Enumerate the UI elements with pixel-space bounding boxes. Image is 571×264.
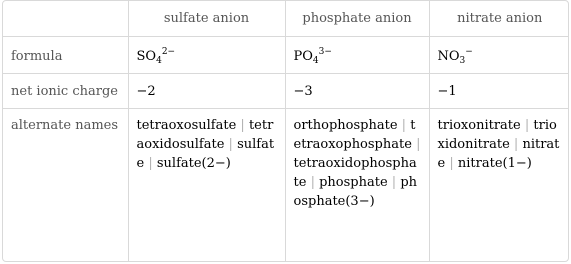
table-row-formula	[3, 36, 569, 73]
nitrate-charge: −1	[429, 73, 569, 108]
alternate-name: trioxonitrate	[437, 117, 521, 133]
header-sulfate-anion: sulfate anion	[128, 1, 285, 36]
formula-base: NO	[437, 48, 460, 64]
header-phosphate-anion: phosphate anion	[285, 1, 429, 36]
name-separator: |	[524, 117, 530, 133]
alternate-name: tetraoxophosphate	[293, 117, 416, 152]
header-empty-cell	[3, 1, 128, 36]
alternate-name: tetraoxidophosphate	[293, 155, 417, 190]
formula-subscript: 4	[156, 55, 162, 66]
phosphate-charge: −3	[285, 73, 429, 108]
name-separator: |	[240, 117, 245, 133]
alternate-name: phosphate	[319, 174, 388, 190]
alternate-name: sulfate	[136, 136, 275, 171]
formula-superscript: 2−	[161, 46, 176, 57]
table-header-row	[3, 1, 569, 36]
alternate-name: orthophosphate	[293, 117, 398, 133]
formula-base: SO	[136, 48, 157, 64]
name-separator: |	[310, 174, 315, 190]
formula-base: PO	[293, 48, 313, 64]
alternate-name: nitrate	[437, 136, 560, 171]
sulfate-alternate-names	[128, 108, 285, 262]
header-nitrate-anion: nitrate anion	[429, 1, 569, 36]
formula-subscript: 4	[312, 55, 319, 66]
row-label-net-ionic-charge: net ionic charge	[3, 73, 128, 108]
formula-superscript: −	[465, 46, 473, 57]
name-separator: |	[513, 136, 519, 152]
phosphate-formula	[285, 36, 429, 73]
alternate-name: sulfate(2−)	[156, 155, 231, 171]
alternate-name: tetraoxidosulfate	[136, 117, 274, 152]
alternate-name: trioxidonitrate	[437, 117, 557, 152]
nitrate-alternate-names	[429, 108, 569, 262]
ion-comparison-table-frame	[2, 0, 569, 262]
name-separator: |	[228, 136, 233, 152]
name-separator: |	[148, 155, 153, 171]
row-label-formula: formula	[3, 36, 128, 73]
name-separator: |	[449, 155, 454, 171]
sulfate-formula	[128, 36, 285, 73]
formula-superscript: 3−	[318, 46, 332, 57]
name-separator: |	[416, 136, 421, 152]
row-label-alternate-names: alternate names	[3, 108, 128, 262]
table-row-net-ionic-charge	[3, 73, 569, 108]
table-row-alternate-names	[3, 108, 569, 262]
name-separator: |	[401, 117, 407, 133]
alternate-name: tetraoxosulfate	[136, 117, 237, 133]
ion-comparison-table	[3, 1, 569, 262]
sulfate-charge: −2	[128, 73, 285, 108]
name-separator: |	[391, 174, 397, 190]
formula-subscript: 3	[459, 55, 466, 66]
alternate-name: nitrate(1−)	[457, 155, 532, 171]
nitrate-formula	[429, 36, 569, 73]
alternate-name: phosphate(3−)	[293, 174, 418, 209]
phosphate-alternate-names	[285, 108, 429, 262]
